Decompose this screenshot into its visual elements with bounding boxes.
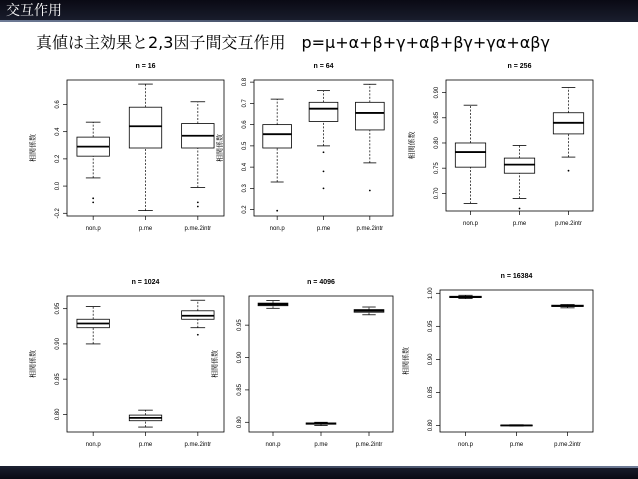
y-tick-label: 0.95 [428, 320, 434, 333]
x-tick-label: non.p [85, 226, 101, 232]
x-tick-label: p.me [316, 226, 331, 232]
y-tick-label: 0.5 [242, 141, 248, 151]
y-axis-label: 相関係数 [30, 350, 37, 378]
outlier-point [519, 208, 521, 210]
y-axis-label: 相関係数 [217, 134, 224, 162]
x-tick-label: non.p [462, 221, 479, 227]
x-tick-label: p.me.2intr [554, 442, 581, 448]
slide-title: 交互作用 [6, 3, 62, 19]
model-formula: p=μ+α+β+γ+αβ+βγ+γα+αβγ [301, 33, 550, 52]
y-tick-label: 0.80 [55, 408, 61, 421]
outlier-point [197, 334, 199, 336]
y-tick-label: 0.85 [55, 373, 61, 385]
plot-title: n = 64 [313, 63, 334, 70]
y-axis-label: 相関係数 [409, 131, 416, 160]
box [129, 107, 161, 148]
outlier-point [568, 170, 570, 172]
y-axis-label: 相関係数 [30, 134, 37, 162]
footer-divider [0, 466, 638, 468]
box [263, 125, 292, 148]
x-tick-label: p.me [509, 442, 524, 448]
footer-bar [0, 466, 638, 479]
y-tick-label: 0.2 [55, 154, 61, 164]
y-tick-label: 0.90 [237, 351, 243, 364]
y-tick-label: 0.95 [237, 319, 243, 331]
box [504, 158, 534, 173]
outlier-point [92, 197, 94, 199]
outlier-point [323, 170, 325, 172]
y-axis-label: 相関係数 [212, 350, 219, 378]
y-tick-label: 0.80 [428, 419, 434, 432]
plot-frame [249, 296, 393, 432]
y-tick-label: 0.75 [434, 162, 440, 175]
y-tick-label: 0.70 [434, 187, 440, 200]
outlier-point [323, 151, 325, 153]
box [309, 102, 338, 121]
outlier-point [276, 210, 278, 212]
box [455, 143, 485, 167]
plot-title: n = 16384 [500, 273, 533, 280]
outlier-point [323, 187, 325, 189]
outlier-point [197, 206, 199, 208]
heading-text: 真値は主効果と2,3因子間交互作用 [36, 33, 286, 52]
y-tick-label: 0.3 [242, 184, 248, 193]
x-tick-label: p.me [314, 442, 328, 448]
y-tick-label: 0.90 [434, 86, 440, 99]
x-tick-label: non.p [85, 442, 101, 448]
y-tick-label: 0.80 [237, 416, 243, 429]
y-tick-label: 0.8 [242, 77, 248, 87]
y-tick-label: 0.85 [428, 386, 434, 399]
x-tick-label: non.p [265, 442, 281, 448]
x-tick-label: p.me [138, 226, 153, 232]
y-tick-label: 0.7 [242, 99, 248, 108]
x-tick-label: non.p [457, 442, 474, 448]
plot-title: n = 1024 [131, 279, 160, 286]
y-tick-label: 0.6 [55, 100, 61, 109]
x-tick-label: p.me.2intr [355, 442, 383, 448]
y-tick-label: 0.90 [55, 338, 61, 350]
y-tick-label: 0.0 [55, 181, 61, 191]
y-tick-label: 1.00 [428, 287, 434, 300]
y-tick-label: -0.2 [55, 208, 61, 219]
outlier-point [92, 202, 94, 204]
y-tick-label: 0.2 [242, 205, 248, 214]
x-tick-label: p.me.2intr [356, 226, 384, 232]
x-tick-label: non.p [269, 226, 285, 232]
y-tick-label: 0.85 [237, 384, 243, 396]
plot-frame [440, 290, 593, 432]
y-tick-label: 0.6 [242, 120, 248, 129]
y-tick-label: 0.95 [55, 302, 61, 315]
x-tick-label: p.me.2intr [184, 442, 212, 448]
x-tick-label: p.me [512, 221, 527, 227]
y-tick-label: 0.85 [434, 111, 440, 124]
y-tick-label: 0.4 [55, 127, 61, 136]
x-tick-label: p.me.2intr [184, 226, 212, 232]
y-tick-label: 0.4 [242, 162, 248, 172]
y-tick-label: 0.80 [434, 137, 440, 149]
outlier-point [197, 202, 199, 204]
plot-title: n = 16 [135, 63, 156, 70]
outlier-point [369, 190, 371, 192]
x-tick-label: p.me.2intr [555, 221, 582, 227]
plot-title: n = 256 [507, 63, 532, 70]
y-axis-label: 相関係数 [403, 347, 410, 375]
y-tick-label: 0.90 [428, 353, 434, 366]
x-tick-label: p.me [138, 442, 153, 448]
box [355, 102, 384, 130]
plot-title: n = 4096 [307, 279, 335, 286]
